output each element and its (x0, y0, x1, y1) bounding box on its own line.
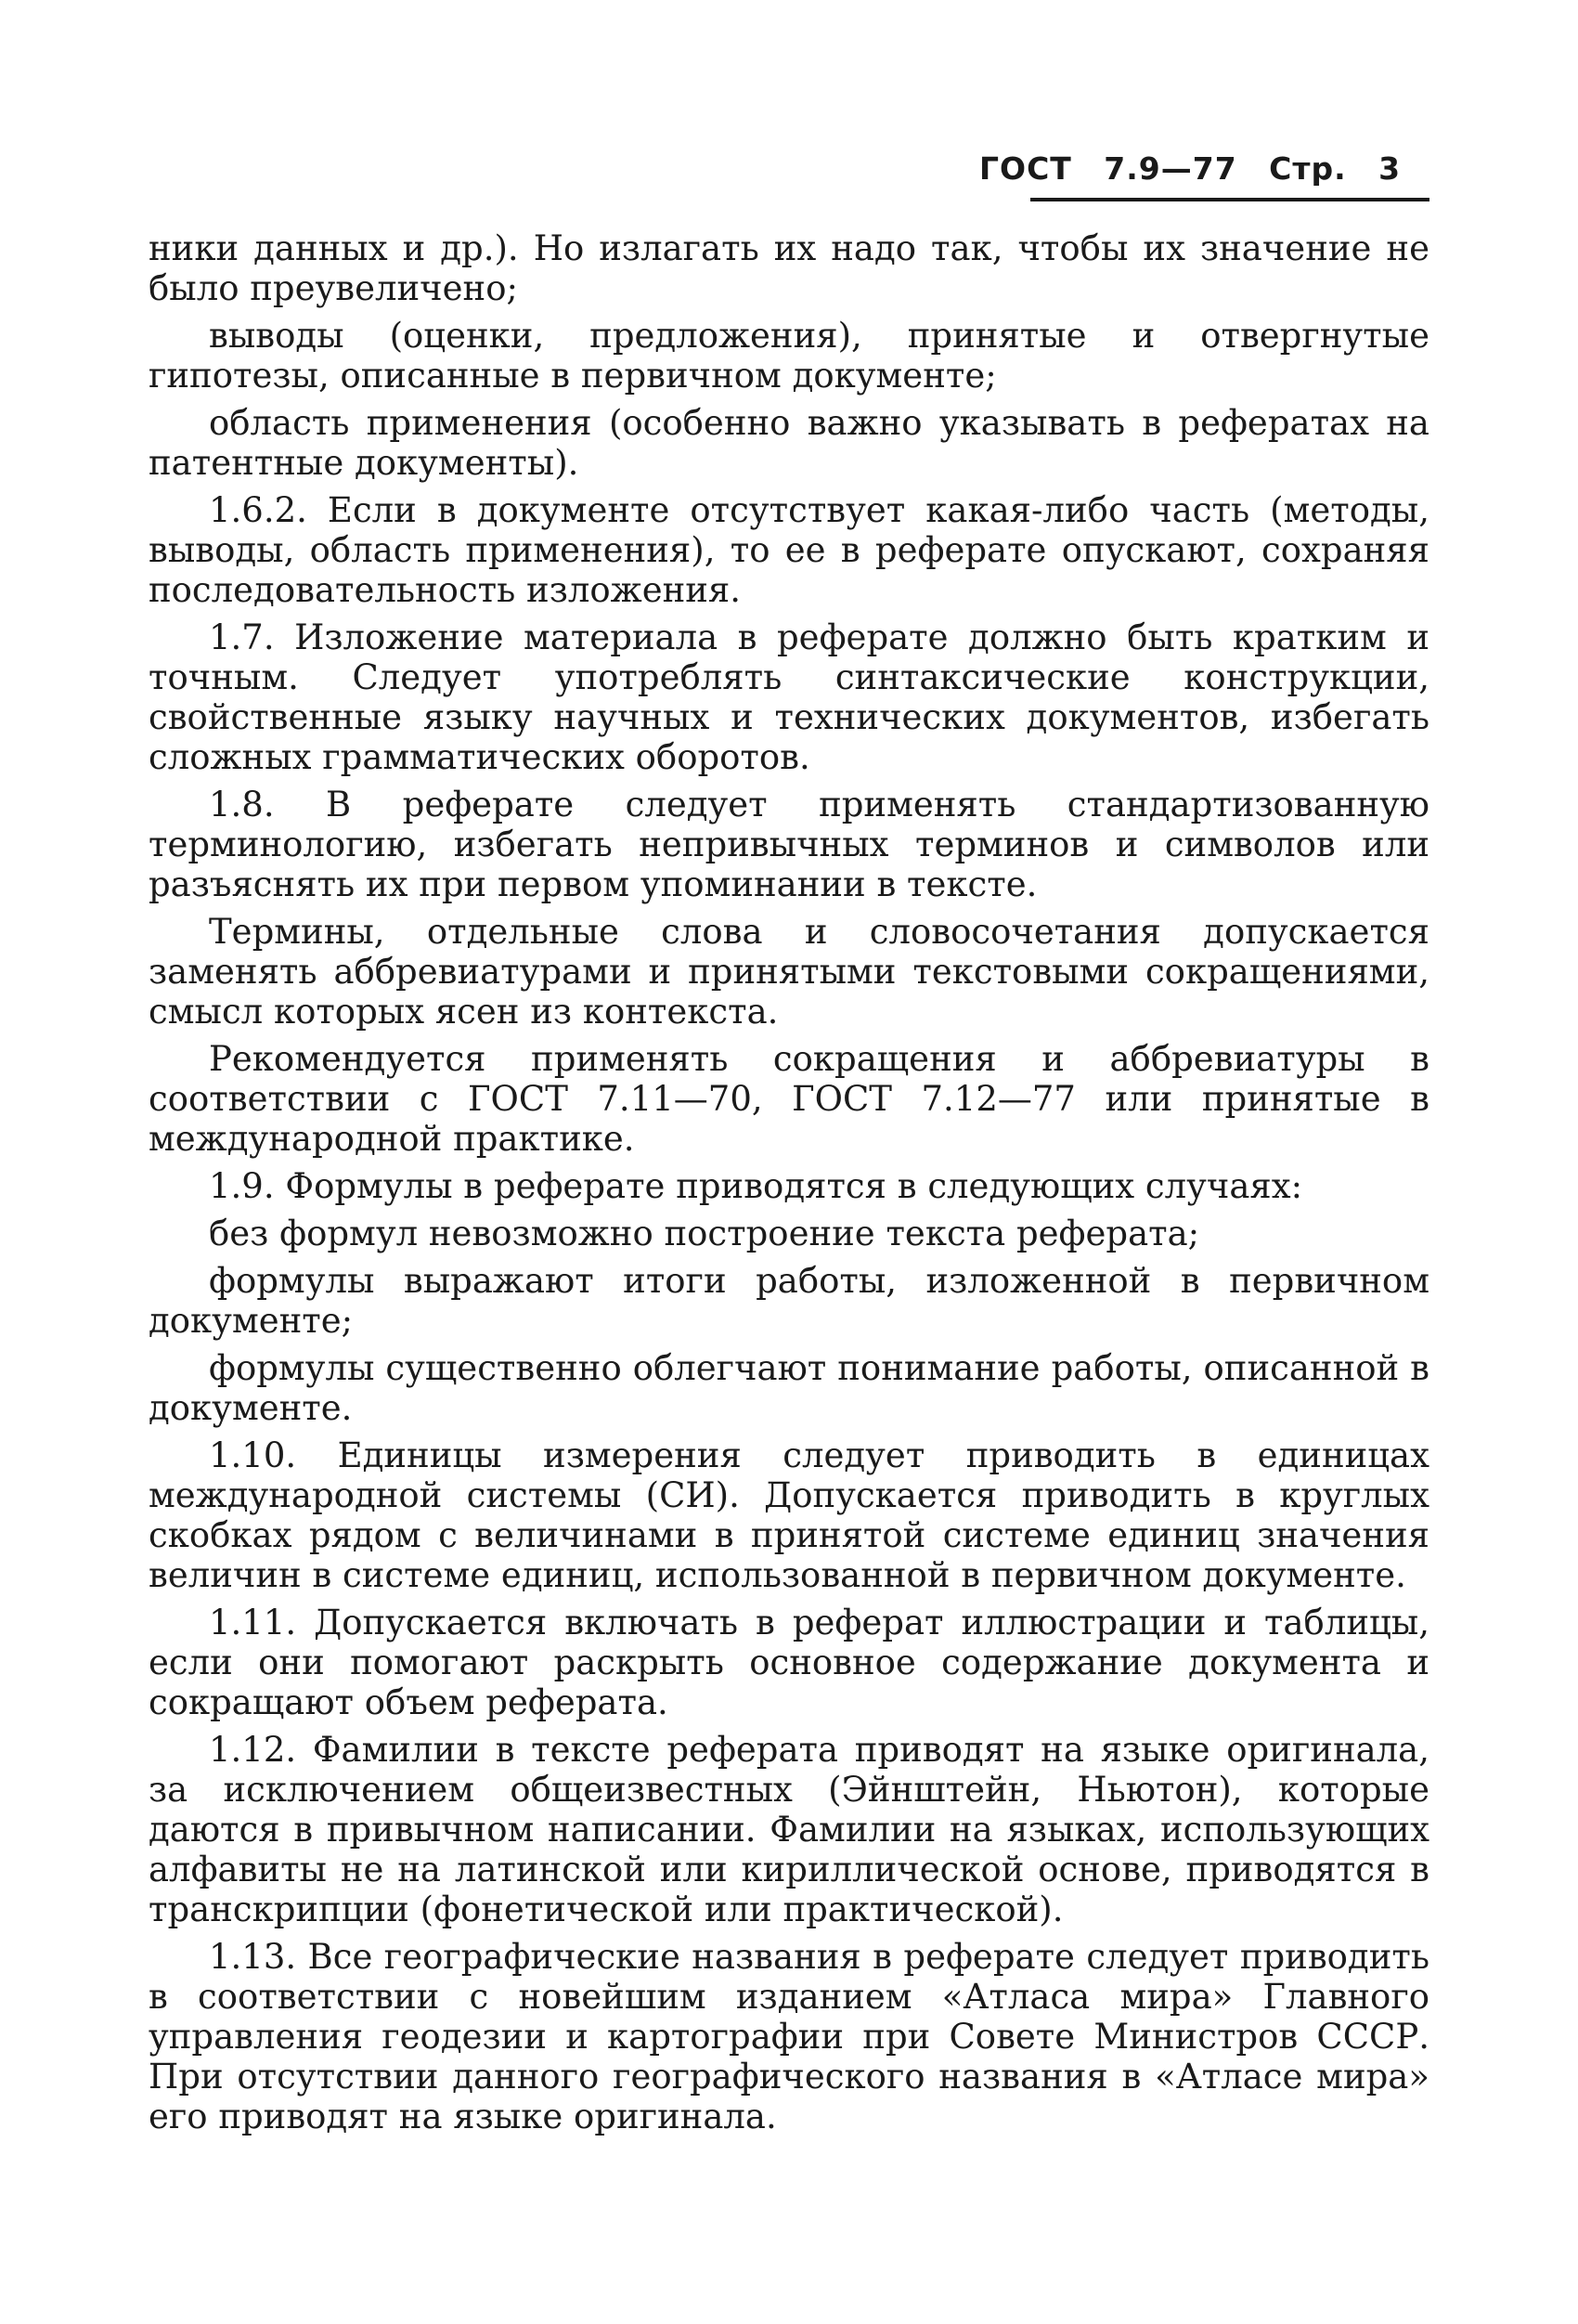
page-header: ГОСТ 7.9—77 Стр. 3 (979, 150, 1402, 187)
paragraph: выводы (оценки, предложения), принятые и отвергнутые гипотезы, описанные в первичном документе; (149, 316, 1429, 396)
body-text (149, 228, 1429, 2144)
paragraph: формулы выражают итоги работы, изложенной в первичном документе; (149, 1261, 1429, 1341)
paragraph: ники данных и др.). Но излагать их надо так, чтобы их значение не было преувеличено; (149, 228, 1429, 308)
paragraph: 1.10. Единицы измерения следует приводить в единицах международной системы (СИ). Допускается приводить в круглых скобках рядом с величинами в принятой системе единиц значения величин в системе единиц, использованной в первичном документе. (149, 1435, 1429, 1595)
paragraph: 1.9. Формулы в реферате приводятся в следующих случаях: (209, 1166, 1303, 1206)
paragraph: 1.13. Все географические названия в реферате следует приводить в соответствии с новейшим изданием «Атласа мира» Главного управления геодезии и картографии при Совете Министров СССР. При отсутствии данного географического названия в «Атласе мира» его приводят на языке оригинала. (149, 1937, 1429, 2136)
paragraph: Рекомендуется применять сокращения и аббревиатуры в соответствии с ГОСТ 7.11—70, ГОСТ 7.12—77 или принятые в международной практике. (149, 1039, 1429, 1159)
paragraph: область применения (особенно важно указывать в рефератах на патентные документы). (149, 403, 1429, 483)
paragraph: 1.6.2. Если в документе отсутствует какая-либо часть (методы, выводы, область применения), то ее в реферате опускают, сохраняя последовательность изложения. (149, 490, 1429, 610)
header-rule (1030, 198, 1429, 201)
paragraph: 1.7. Изложение материала в реферате должно быть кратким и точным. Следует употреблять синтаксические конструкции, свойственные языку научных и технических документов, избегать сложных грамматических оборотов. (149, 617, 1429, 777)
paragraph: Термины, отдельные слова и словосочетания допускается заменять аббревиатурами и принятыми текстовыми сокращениями, смысл которых ясен из контекста. (149, 912, 1429, 1032)
paragraph: 1.8. В реферате следует применять стандартизованную терминологию, избегать непривычных терминов и символов или разъяснять их при первом упоминании в тексте. (149, 785, 1429, 904)
paragraph: 1.11. Допускается включать в реферат иллюстрации и таблицы, если они помогают раскрыть основное содержание документа и сокращают объем реферата. (149, 1603, 1429, 1722)
paragraph: без формул невозможно построение текста реферата; (209, 1214, 1200, 1253)
paragraph: 1.12. Фамилии в тексте реферата приводят на языке оригинала, за исключением общеизвестных (Эйнштейн, Ньютон), которые даются в привычном написании. Фамилии на языках, использующих алфавиты не на латинской или кириллической основе, приводятся в транскрипции (фонетической или практической). (149, 1730, 1429, 1929)
paragraph: формулы существенно облегчают понимание работы, описанной в документе. (149, 1348, 1429, 1428)
